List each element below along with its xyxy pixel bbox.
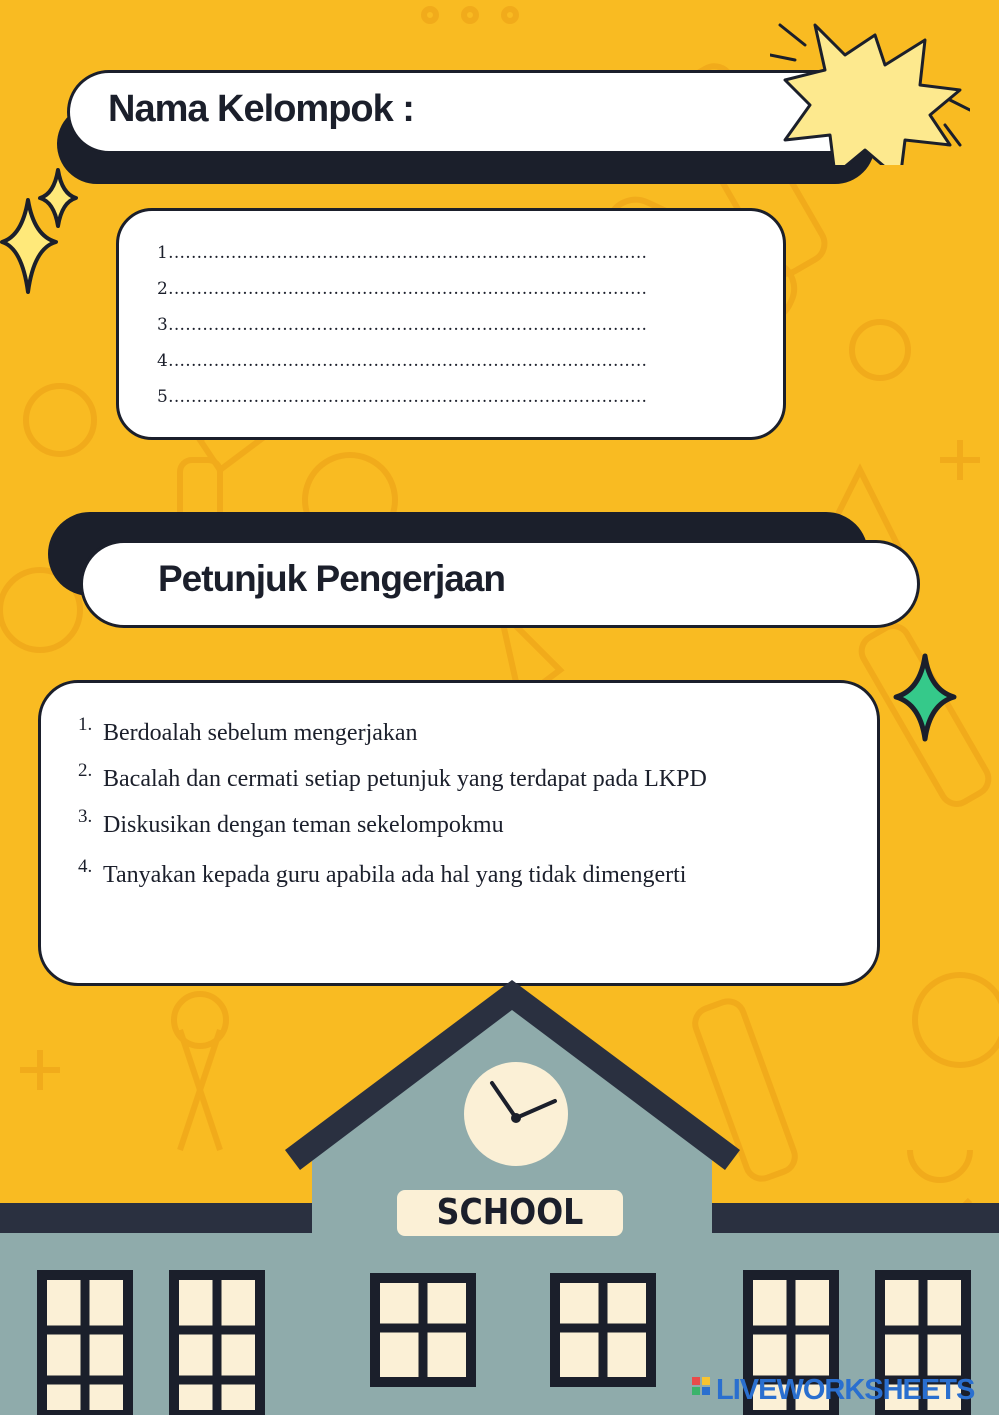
- instruction-item: 4. Tanyakan kepada guru apabila ada hal yang tidak dimengerti: [78, 856, 687, 888]
- instruction-list: [78, 710, 848, 898]
- clock-icon: [464, 1062, 568, 1166]
- instructions-title: Petunjuk Pengerjaan: [158, 558, 505, 599]
- member-line[interactable]: 4....................................................................................: [157, 351, 648, 371]
- group-name-title: Nama Kelompok :: [108, 88, 414, 130]
- member-line[interactable]: 3....................................................................................: [157, 315, 648, 335]
- watermark: LIVEWORKSHEETS: [716, 1374, 975, 1406]
- member-line[interactable]: 2....................................................................................: [157, 279, 648, 299]
- instruction-item: 2. Bacalah dan cermati setiap petunjuk yang terdapat pada LKPD: [78, 760, 707, 792]
- school-sign: SCHOOL: [436, 1192, 584, 1233]
- watermark-logo-icon: [692, 1377, 712, 1401]
- member-line[interactable]: 5....................................................................................: [157, 387, 648, 407]
- instruction-item: 1. Berdoalah sebelum mengerjakan: [78, 714, 418, 746]
- sparkle-icon: [890, 650, 960, 745]
- instruction-item: 3. Diskusikan dengan teman sekelompokmu: [78, 806, 504, 838]
- sparkle-icon: [0, 160, 80, 300]
- member-line[interactable]: 1....................................................................................: [157, 243, 648, 263]
- member-list: [157, 240, 751, 420]
- star-burst-icon: [770, 15, 970, 165]
